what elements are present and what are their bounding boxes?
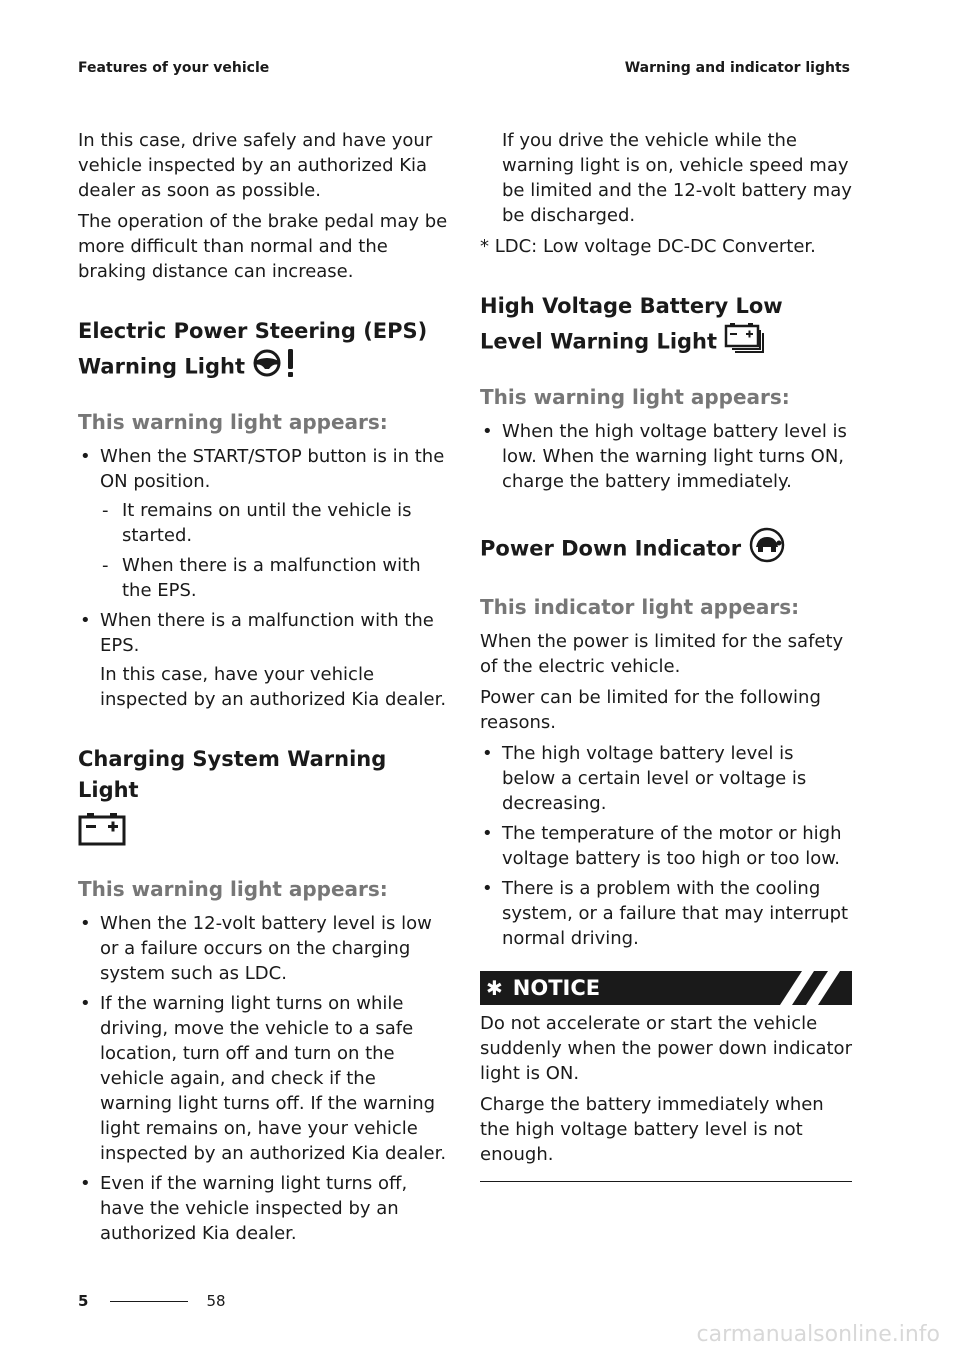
sub-list-item: - It remains on until the vehicle is started.: [100, 498, 450, 548]
notice-paragraph: Do not accelerate or start the vehicle suddenly when the power down indicator light is ON.: [480, 1013, 852, 1084]
charging-heading-text: Charging System Warning Light: [78, 747, 387, 802]
list-item: • When the 12-volt battery level is low or a failure occurs on the charging system such as LDC.: [78, 911, 450, 986]
section-number: 5: [78, 1292, 89, 1310]
power-down-subheading: This indicator light appears:: [480, 595, 800, 619]
list-item: • Even if the warning light turns off, have the vehicle inspected by an authorized Kia dealer.: [78, 1171, 450, 1246]
eps-sublist: [100, 498, 450, 603]
header-page-topic: Warning and indicator lights: [624, 60, 850, 76]
list-item: [78, 444, 450, 603]
list-item-text: When the START/STOP button is in the ON position.: [100, 446, 445, 492]
list-item: • When the high voltage battery level is low. When the warning light turns ON, charge the battery immediately.: [480, 419, 852, 494]
left-column: [78, 128, 450, 1251]
list-item: [78, 608, 450, 712]
hv-battery-list: [480, 419, 852, 494]
list-item: • There is a problem with the cooling system, or a failure that may interrupt normal driving.: [480, 876, 852, 951]
eps-heading: [78, 316, 450, 388]
list-item-text: When there is a malfunction with the EPS.: [100, 610, 434, 656]
charging-subheading: This warning light appears:: [78, 877, 388, 901]
battery-icon: [78, 812, 126, 855]
eps-heading-text: Electric Power Steering (EPS) Warning Light: [78, 319, 428, 379]
footer-divider: [110, 1301, 188, 1302]
notice-banner: [480, 971, 852, 1005]
power-down-list: [480, 741, 852, 951]
charging-list: [78, 911, 450, 1246]
charging-heading: [78, 744, 450, 855]
page-number: 58: [206, 1292, 226, 1310]
list-item: • The high voltage battery level is below a certain level or voltage is decreasing.: [480, 741, 852, 816]
eps-subheading: This warning light appears:: [78, 410, 388, 434]
header-section-title: Features of your vehicle: [78, 60, 270, 76]
asterisk-icon: ✱: [486, 976, 503, 1000]
page-footer: [78, 1292, 226, 1310]
intro-paragraph: The operation of the brake pedal may be more difficult than normal and the braking distance can increase.: [78, 211, 448, 282]
eps-list: [78, 444, 450, 712]
power-down-heading-text: Power Down Indicator: [480, 536, 742, 561]
notice-divider: [480, 1181, 852, 1182]
hv-battery-heading: [480, 291, 852, 363]
watermark: carmanualsonline.info: [696, 1322, 940, 1347]
double-slash-icon: [772, 971, 852, 1005]
power-down-heading: [480, 526, 852, 573]
sub-list-item: - When there is a malfunction with the EPS.: [100, 553, 450, 603]
power-down-paragraph: Power can be limited for the following reasons.: [480, 687, 821, 733]
notice-title: NOTICE: [512, 976, 601, 1000]
list-item-note: In this case, have your vehicle inspected by an authorized Kia dealer.: [100, 664, 447, 710]
steering-wheel-warning-icon: [252, 347, 298, 388]
list-item: • The temperature of the motor or high voltage battery is too high or too low.: [480, 821, 852, 871]
intro-paragraph: In this case, drive safely and have your vehicle inspected by an authorized Kia dealer as soon as possible.: [78, 130, 433, 201]
continued-paragraph: If you drive the vehicle while the warning light is on, vehicle speed may be limited and the 12-volt battery may be discharged.: [502, 130, 852, 226]
list-item: • If the warning light turns on while driving, move the vehicle to a safe location, turn off and turn on the vehicle again, and check if the warning light turns off. If the warning light remains on, have your vehicle inspected by an authorized Kia dealer.: [78, 991, 450, 1166]
hv-battery-heading-text: High Voltage Battery Low Level Warning Light: [480, 294, 783, 354]
footnote: * LDC: Low voltage DC-DC Converter.: [480, 236, 816, 257]
turtle-icon: [748, 526, 786, 573]
notice-body: [480, 1011, 852, 1167]
power-down-paragraph: When the power is limited for the safety of the electric vehicle.: [480, 631, 844, 677]
notice-paragraph: Charge the battery immediately when the high voltage battery level is not enough.: [480, 1094, 824, 1165]
right-column: [480, 128, 852, 1182]
hv-battery-icon: [724, 322, 768, 363]
hv-battery-subheading: This warning light appears:: [480, 385, 790, 409]
